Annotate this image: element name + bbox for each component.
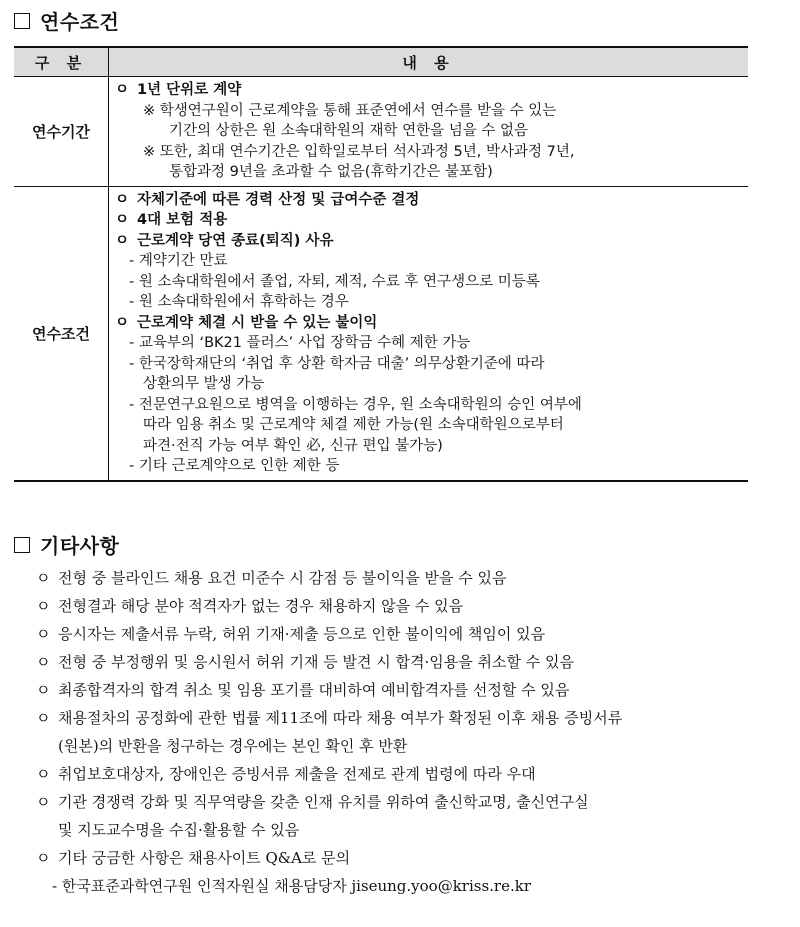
table-header-row — [14, 47, 748, 77]
other-matters-list — [36, 564, 622, 900]
row-label-period: 연수기간 — [14, 77, 109, 187]
list-item: ㅇ 전형 중 블라인드 채용 요건 미준수 시 감점 등 불이익을 받을 수 있음 — [36, 564, 622, 592]
circle-bullet-icon: ㅇ — [36, 653, 51, 671]
conditions-table — [14, 46, 748, 482]
circle-bullet-icon: ㅇ — [36, 765, 51, 783]
row-content-period — [109, 77, 749, 187]
list-item: ㅇ 기관 경쟁력 강화 및 직무역량을 갖춘 인재 유치를 위하여 출신학교명, 출신연구실 — [36, 788, 622, 816]
note-line: ※ 또한, 최대 연수기간은 입학일로부터 석사과정 5년, 박사과정 7년, — [143, 143, 575, 160]
dash-line: 파견·전직 가능 여부 확인 必, 신규 편입 불가능) — [143, 437, 443, 454]
list-item: ㅇ 전형 중 부정행위 및 응시원서 허위 기재 등 발견 시 합격·임용을 취소할 수 있음 — [36, 648, 622, 676]
list-item: ㅇ 근로계약 당연 종료(퇴직) 사유 — [115, 231, 748, 252]
list-item: ㅇ 전형결과 해당 분야 적격자가 없는 경우 채용하지 않을 수 있음 — [36, 592, 622, 620]
circle-bullet-icon: ㅇ — [36, 597, 51, 615]
dash-line: - 계약기간 만료 — [129, 253, 228, 269]
checkbox-square-icon — [14, 537, 30, 553]
dash-line: - 교육부의 ‘BK21 플러스’ 사업 장학금 수혜 제한 가능 — [129, 335, 471, 351]
list-item: ㅇ 자체기준에 따른 경력 산정 및 급여수준 결정 — [115, 190, 748, 211]
note-line: 기간의 상한은 원 소속대학원의 재학 연한을 넘을 수 없음 — [169, 123, 529, 139]
section-title-other-matters — [14, 530, 119, 559]
note-line: ※ 학생연구원이 근로계약을 통해 표준연에서 연수를 받을 수 있는 — [143, 102, 557, 119]
list-item: ㅇ 채용절차의 공정화에 관한 법률 제11조에 따라 채용 여부가 확정된 이후 채용 증빙서류 — [36, 704, 622, 732]
table-row-conditions — [14, 186, 748, 481]
list-item: ㅇ 취업보호대상자, 장애인은 증빙서류 제출을 전제로 관계 법령에 따라 우대 — [36, 760, 622, 788]
dash-line: - 기타 근로계약으로 인한 제한 등 — [129, 458, 340, 474]
table-row-period — [14, 77, 748, 187]
list-item: ㅇ 1년 단위로 계약 — [115, 80, 748, 101]
header-content: 내 용 — [109, 47, 749, 77]
circle-bullet-icon: ㅇ — [36, 569, 51, 587]
note-line: 통합과정 9년을 초과할 수 없음(휴학기간은 불포함) — [169, 164, 493, 180]
list-item: ㅇ 근로계약 체결 시 받을 수 있는 불이익 — [115, 313, 748, 334]
circle-bullet-icon: ㅇ — [115, 212, 130, 228]
circle-bullet-icon: ㅇ — [115, 191, 130, 208]
section-title-text: 기타사항 — [40, 534, 120, 558]
list-item-continuation: 및 지도교수명을 수집·활용할 수 있음 — [58, 821, 300, 839]
circle-bullet-icon: ㅇ — [115, 82, 130, 98]
list-item: ㅇ 최종합격자의 합격 취소 및 임용 포기를 대비하여 예비합격자를 선정할 수 있음 — [36, 676, 622, 704]
checkbox-square-icon — [14, 13, 30, 29]
dash-line: - 원 소속대학원에서 졸업, 자퇴, 제적, 수료 후 연구생으로 미등록 — [129, 273, 540, 290]
contact-line: - 한국표준과학연구원 인적자원실 채용담당자 jiseung.yoo@kriss.re.kr — [52, 877, 531, 895]
dash-line: 상환의무 발생 가능 — [143, 376, 265, 392]
row-label-conditions: 연수조건 — [14, 186, 109, 481]
circle-bullet-icon: ㅇ — [115, 314, 130, 331]
circle-bullet-icon: ㅇ — [115, 232, 130, 249]
list-item: ㅇ 응시자는 제출서류 누락, 허위 기재·제출 등으로 인한 불이익에 책임이 있음 — [36, 620, 622, 648]
circle-bullet-icon: ㅇ — [36, 793, 51, 811]
circle-bullet-icon: ㅇ — [36, 709, 51, 727]
header-category: 구 분 — [14, 47, 109, 77]
list-item: ㅇ 4대 보험 적용 — [115, 210, 748, 231]
row-content-conditions — [109, 186, 749, 481]
dash-line: - 원 소속대학원에서 휴학하는 경우 — [129, 294, 349, 310]
circle-bullet-icon: ㅇ — [36, 849, 51, 867]
dash-line: - 전문연구요원으로 병역을 이행하는 경우, 원 소속대학원의 승인 여부에 — [129, 396, 582, 413]
list-item: ㅇ 기타 궁금한 사항은 채용사이트 Q&A로 문의 — [36, 844, 622, 872]
section-title-training-conditions — [14, 6, 119, 35]
dash-line: 따라 임용 취소 및 근로계약 체결 제한 가능(원 소속대학원으로부터 — [143, 417, 564, 433]
circle-bullet-icon: ㅇ — [36, 625, 51, 643]
circle-bullet-icon: ㅇ — [36, 681, 51, 699]
section-title-text: 연수조건 — [40, 10, 120, 34]
list-item-continuation: (원본)의 반환을 청구하는 경우에는 본인 확인 후 반환 — [58, 737, 408, 755]
dash-line: - 한국장학재단의 ‘취업 후 상환 학자금 대출’ 의무상환기준에 따라 — [129, 355, 545, 372]
